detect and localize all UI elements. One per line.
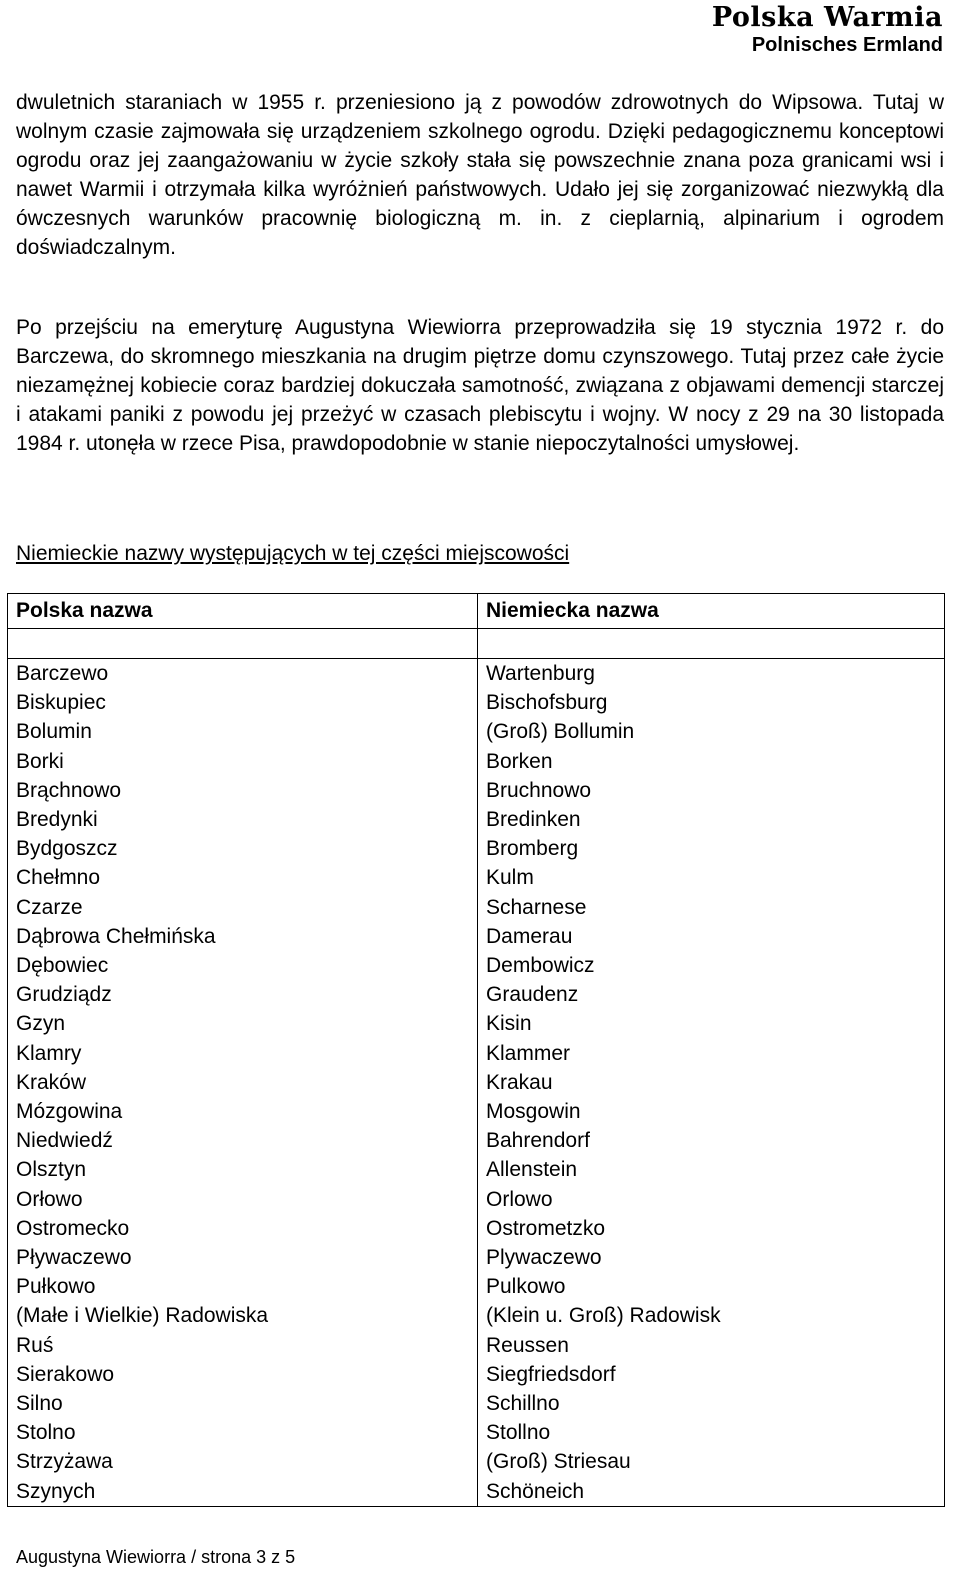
place-name: Dąbrowa Chełmińska <box>16 924 216 948</box>
place-name: Pływaczewo <box>16 1246 132 1270</box>
place-name: Orłowo <box>16 1187 83 1211</box>
header-subtitle: Polnisches Ermland <box>751 34 943 56</box>
place-name: Bolumin <box>16 720 92 744</box>
paragraph-1: dwuletnich staraniach w 1955 r. przeniesiono ją z powodów zdrowotnych do Wipsowa. Tutaj w wolnym czasie zajmowała się urządzeniem szkolnego ogrodu. Dzięki pedagogicznemu konceptowi ogrodu oraz jej zaangażowaniu w życie szkoły stała się powszechnie znana poza granicami wsi i nawet Warmii i otrzymała kilka wyróżnień państwowych. Udało jej się zorganizować niezwykłą dla ówczesnych warunków pracownię biologiczną m. in. z cieplarnią, alpinarium i ogrodem doświadczalnym. <box>16 91 944 259</box>
place-name: Scharnese <box>486 895 587 919</box>
header-logo: Polska Warmia <box>711 2 943 33</box>
place-name: Borken <box>486 749 553 773</box>
place-name: Czarze <box>16 895 83 919</box>
place-name: Brąchnowo <box>16 778 122 802</box>
place-name: Schöneich <box>486 1479 585 1503</box>
place-name: Grudziądz <box>16 983 112 1007</box>
place-name: Bydgoszcz <box>16 837 118 861</box>
place-name: Dębowiec <box>16 954 109 978</box>
place-name: Bruchnowo <box>486 778 592 802</box>
place-name: Silno <box>16 1392 63 1416</box>
place-name: Borki <box>16 749 64 773</box>
table-spacer-row <box>8 629 945 659</box>
place-name: Pułkowo <box>16 1275 96 1299</box>
place-name: Kisin <box>486 1012 532 1036</box>
place-name: Pulkowo <box>486 1275 566 1299</box>
place-name: Allenstein <box>486 1158 578 1182</box>
place-name: Niedwiedź <box>16 1129 113 1153</box>
place-name: Ostrometzko <box>486 1216 606 1240</box>
place-name: Bromberg <box>486 837 579 861</box>
place-name: Siegfriedsdorf <box>486 1362 616 1386</box>
place-name: Bredynki <box>16 808 98 832</box>
section-title: Niemieckie nazwy występujących w tej części miejscowości <box>16 542 570 565</box>
polish-names-cell <box>8 659 478 1507</box>
place-name: Ostromecko <box>16 1216 130 1240</box>
paragraph-2: Po przejściu na emeryturę Augustyna Wiewiorra przeprowadziła się 19 stycznia 1972 r. do Barczewa, do skromnego mieszkania na drugim piętrze domu czynszowego. Tutaj przez całe życie niezamężnej kobiecie coraz bardziej dokuczała samotność, związana z objawami demencji starczej i atakami paniki z powodu jej przeżyć w czasach plebiscytu i wojny. W nocy z 29 na 30 listopada 1984 r. utonęła w rzece Pisa, prawdopodobnie w stanie niepoczytalności umysłowej. <box>16 316 944 455</box>
place-name: Olsztyn <box>16 1158 87 1182</box>
place-name: Kraków <box>16 1070 87 1094</box>
place-name: (Klein u. Groß) Radowisk <box>486 1304 721 1328</box>
place-name: Krakau <box>486 1070 553 1094</box>
place-name: Gzyn <box>16 1012 66 1036</box>
place-name: Ruś <box>16 1333 54 1357</box>
place-name: (Groß) Bollumin <box>486 720 635 744</box>
place-name: Klamry <box>16 1041 82 1065</box>
place-name: Klammer <box>486 1041 571 1065</box>
page-header <box>712 2 943 56</box>
place-name: Orlowo <box>486 1187 553 1211</box>
place-name: Mózgowina <box>16 1100 123 1124</box>
place-name: (Groß) Striesau <box>486 1450 631 1474</box>
place-name: Dembowicz <box>486 954 595 978</box>
place-name: Damerau <box>486 924 573 948</box>
place-name: Graudenz <box>486 983 579 1007</box>
place-name: Stolno <box>16 1421 76 1445</box>
place-name: Kulm <box>486 866 534 890</box>
place-name: Strzyżawa <box>16 1450 113 1474</box>
place-name: Sierakowo <box>16 1362 115 1386</box>
table-row <box>8 659 945 1507</box>
place-names-table <box>7 593 945 1507</box>
column-header-german: Niemiecka nazwa <box>478 594 945 629</box>
place-name: Barczewo <box>16 662 109 685</box>
page-footer: Augustyna Wiewiorra / strona 3 z 5 <box>16 1547 296 1567</box>
place-name: Bischofsburg <box>486 691 608 715</box>
place-name: Wartenburg <box>486 662 595 685</box>
place-name: Schillno <box>486 1392 560 1416</box>
column-header-polish: Polska nazwa <box>8 594 478 629</box>
place-name: (Małe i Wielkie) Radowiska <box>16 1304 269 1328</box>
place-name: Szynych <box>16 1479 96 1503</box>
place-name: Bredinken <box>486 808 581 832</box>
place-name: Mosgowin <box>486 1100 581 1124</box>
place-name: Reussen <box>486 1333 569 1357</box>
place-name: Plywaczewo <box>486 1246 602 1270</box>
place-name: Stollno <box>486 1421 551 1445</box>
place-name: Chełmno <box>16 866 101 890</box>
table-header-row <box>8 594 945 629</box>
place-name: Bahrendorf <box>486 1129 590 1153</box>
place-name: Biskupiec <box>16 691 106 715</box>
german-names-cell <box>478 659 945 1507</box>
